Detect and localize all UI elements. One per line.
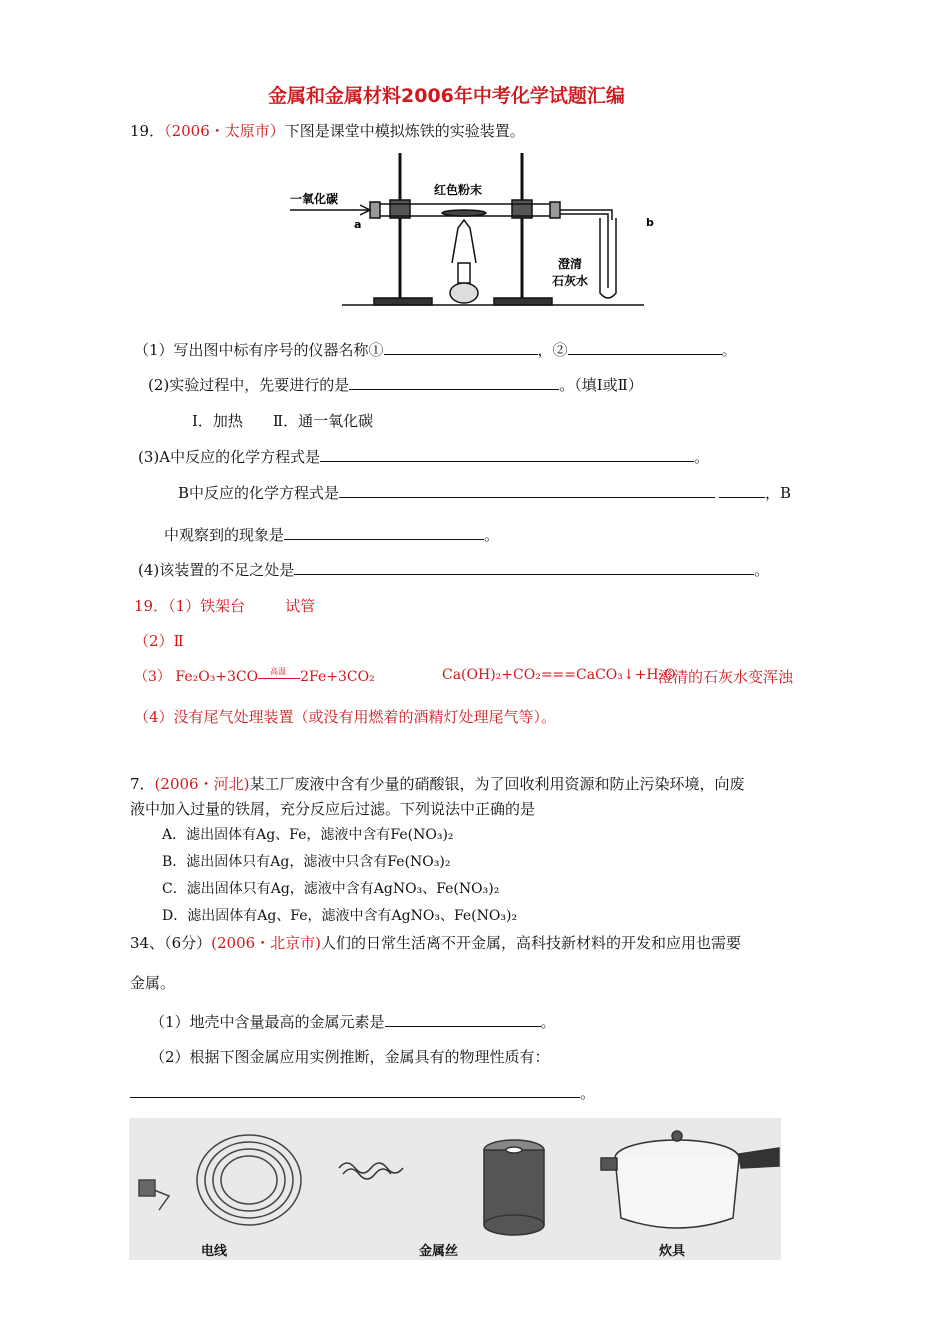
q19-part3-prefix: (3)A中反应的化学方程式是 [138,448,321,466]
label-a: a [354,218,362,231]
q19-part4-end: 。 [754,561,770,579]
answer-blank[interactable] [385,1012,541,1027]
answer19-line2: （2）Ⅱ [134,632,184,650]
q19-part3 [138,446,709,467]
q34-line1 [130,932,741,953]
answer-blank[interactable] [294,560,754,575]
q19-intro: 下图是课堂中模拟炼铁的实验装置。 [284,122,525,140]
answer-blank[interactable] [320,447,694,462]
q19-part1-prefix: （1）写出图中标有序号的仪器名称① [134,341,384,359]
q19-part2-prefix: (2)实验过程中，先要进行的是 [148,376,350,394]
q7-option-d[interactable]: D．滤出固体有Ag、Fe，滤液中含有AgNO₃、Fe(NO₃)₂ [162,908,518,924]
answer19-eq1-left: Fe₂O₃+3CO [175,669,259,685]
answer19-line3-num: （3） [134,669,171,685]
q19-part3c-prefix: 中观察到的现象是 [164,526,285,544]
q19-part2 [148,374,643,395]
q34-number: 34、（6分） [130,934,212,952]
flame [452,220,476,263]
answer-blank[interactable] [568,340,722,355]
caption-metal-wire: 金属丝 [419,1244,459,1259]
answer-blank[interactable] [284,525,484,540]
q19-part4-prefix: (4)该装置的不足之处是 [138,561,295,579]
answer19-eq2: Ca(OH)₂+CO₂===CaCO₃↓+H₂O [442,667,676,683]
q34-part2-blank-line [130,1082,595,1103]
label-b: b [646,216,654,229]
q19-part3b [178,482,791,503]
label-red-powder: 红色粉末 [434,183,483,197]
q7-option-b[interactable]: B．滤出固体只有Ag，滤液中只含有Fe(NO₃)₂ [162,854,451,870]
answer19-phenomenon: 澄清的石灰水变浑浊 [658,668,794,686]
answer19-line1-b: 试管 [285,597,316,615]
q19-part1 [134,339,737,360]
q7-line1 [130,773,744,794]
alcohol-lamp [450,283,478,303]
q19-part1-end: 。 [721,341,737,359]
reaction-condition: 高温 [270,667,287,676]
page-title: 金属和金属材料2006年中考化学试题汇编 [268,85,625,107]
q7-option-a[interactable]: A．滤出固体有Ag、Fe，滤液中含有Fe(NO₃)₂ [162,827,454,843]
q7-number: 7． [130,775,155,793]
wire-coil-drawing [139,1135,301,1225]
pressure-cooker-drawing [601,1131,779,1228]
answer-blank[interactable] [339,483,715,498]
q19-part3c [164,524,499,545]
metal-applications-image [129,1118,781,1260]
q19-source: （2006・太原市） [164,122,285,140]
q19-part2-options: Ⅰ．加热 Ⅱ．通一氧化碳 [192,412,374,430]
label-co: 一氧化碳 [290,192,339,206]
answer-blank[interactable] [384,340,538,355]
metal-wire-spool-drawing [339,1140,544,1235]
answer19-line4: （4）没有尾气处理装置（或没有用燃着的酒精灯处理尾气等）。 [134,708,557,726]
q19-part4 [138,559,769,580]
q19-number: 19． [130,122,165,140]
answer19-line1 [134,595,315,616]
q19-part3b-prefix: B中反应的化学方程式是 [178,484,340,502]
reaction-arrow [258,667,300,683]
q19-heading [130,120,525,141]
red-powder [442,210,486,216]
q34-source: (2006・北京市) [211,934,322,952]
q34-text1: 人们的日常生活离不开金属，高科技新材料的开发和应用也需要 [321,934,742,952]
q7-line2: 液中加入过量的铁屑，充分反应后过滤。下列说法中正确的是 [130,800,536,818]
q19-part3b-end: ，B [765,484,792,502]
q34-part2-end: 。 [580,1084,596,1102]
answer-blank[interactable] [130,1083,580,1098]
iron-smelting-apparatus-diagram [282,148,654,310]
stand-base-2 [494,298,552,305]
label-limewater-2: 石灰水 [552,274,589,288]
answer-blank[interactable] [349,375,559,390]
q34-part1-end: 。 [540,1013,556,1031]
q34-part2: （2）根据下图金属应用实例推断，金属具有的物理性质有： [150,1048,550,1066]
answer19-eq1-right: 2Fe+3CO₂ [300,669,375,685]
q19-part3-end: 。 [694,448,710,466]
label-limewater-1: 澄清 [558,257,583,271]
caption-wire: 电线 [201,1244,228,1259]
q34-line2: 金属。 [130,974,176,992]
q34-part1 [150,1011,556,1032]
answer-blank[interactable] [719,483,765,498]
stand-base-1 [374,298,432,305]
answer19-line1-a: 19．（1）铁架台 [134,597,246,615]
q7-option-c[interactable]: C．滤出固体只有Ag，滤液中含有AgNO₃、Fe(NO₃)₂ [162,881,500,897]
q7-source: (2006・河北) [154,775,250,793]
q34-part1-prefix: （1）地壳中含量最高的金属元素是 [150,1013,385,1031]
q7-text1: 某工厂废液中含有少量的硝酸银，为了回收利用资源和防止污染环境，向废 [249,775,745,793]
q19-part2-end: 。（填Ⅰ或Ⅱ） [559,376,643,394]
q19-part3c-end: 。 [484,526,500,544]
answer19-line3 [134,666,375,686]
caption-cookware: 炊具 [659,1244,686,1259]
q19-part1-mid: ，② [537,341,568,359]
